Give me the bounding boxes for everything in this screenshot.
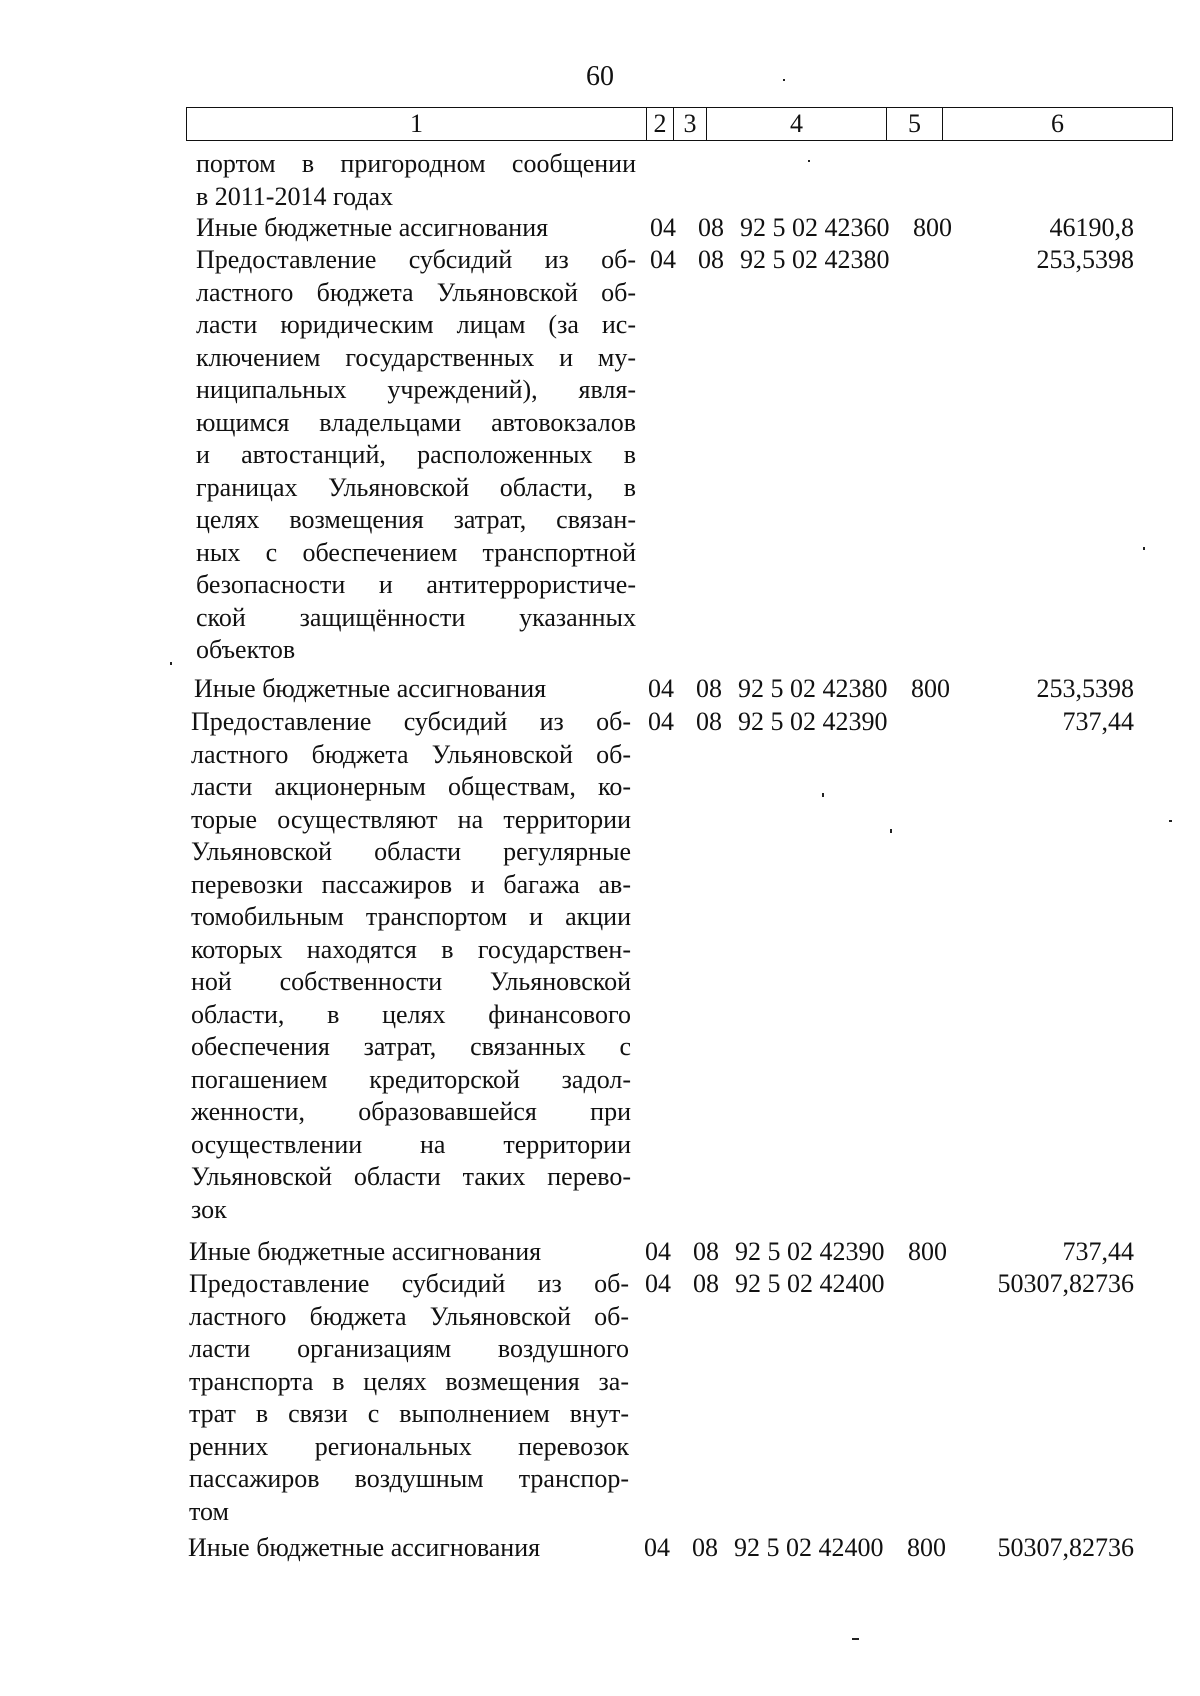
- row-name-line: торые осуществляют на территории: [191, 804, 631, 834]
- row-name-line: обеспечения затрат, связанных с: [191, 1032, 631, 1061]
- row-name-line: том: [189, 1496, 229, 1526]
- subsection-code: 08: [698, 213, 724, 242]
- amount: 50307,82736: [997, 1269, 1134, 1298]
- scan-speck: [852, 1638, 859, 1640]
- column-header-3: 3: [674, 108, 707, 141]
- row-name-line: зок: [191, 1194, 227, 1224]
- scan-speck: [808, 160, 810, 162]
- expense-type-code: 800: [907, 1533, 946, 1562]
- section-code: 04: [644, 1533, 670, 1562]
- target-article-code: 92 5 02 42390: [738, 707, 888, 736]
- subsection-code: 08: [693, 1269, 719, 1298]
- section-code: 04: [645, 1237, 671, 1266]
- row-name-line: осуществлении на территории: [191, 1129, 631, 1159]
- amount: 253,5398: [1036, 674, 1134, 703]
- column-header-1: 1: [187, 108, 647, 141]
- row-name-line: Предоставление субсидий из об-: [191, 707, 631, 736]
- subsection-code: 08: [696, 707, 722, 736]
- row-name-line: погашением кредиторской задол-: [191, 1064, 631, 1094]
- row-name-line: ключением государственных и му-: [196, 342, 636, 372]
- row-name-line: и автостанций, расположенных в: [196, 440, 636, 469]
- amount: 253,5398: [1036, 245, 1134, 274]
- section-code: 04: [648, 707, 674, 736]
- amount: 46190,8: [1049, 213, 1134, 242]
- row-name-line: Иные бюджетные ассигнования: [196, 213, 549, 242]
- scan-speck: [822, 793, 824, 797]
- row-name: [194, 673, 634, 706]
- subsection-code: 08: [696, 674, 722, 703]
- row-name-line: перевозки пассажиров и багажа ав-: [191, 869, 631, 899]
- row-name-line: транспорта в целях возмещения за-: [189, 1366, 629, 1396]
- subsection-code: 08: [698, 245, 724, 274]
- row-name-line: целях возмещения затрат, связан-: [196, 505, 636, 534]
- amount: 50307,82736: [997, 1533, 1134, 1562]
- amount: 737,44: [1062, 707, 1134, 736]
- page-number: 60: [586, 61, 614, 92]
- section-code: 04: [650, 245, 676, 274]
- row-name-line: Иные бюджетные ассигнования: [189, 1237, 542, 1266]
- row-name-line: которых находятся в государствен-: [191, 934, 631, 964]
- expense-type-code: 800: [911, 674, 950, 703]
- amount: 737,44: [1062, 1237, 1134, 1266]
- row-name-line: области, в целях финансового: [191, 999, 631, 1029]
- scan-speck: [1169, 820, 1172, 822]
- row-name: [189, 1236, 629, 1269]
- row-name-line: границах Ульяновской области, в: [196, 472, 636, 502]
- row-name-line: портом в пригородном сообщении: [196, 149, 636, 178]
- row-name-line: ской защищённости указанных: [196, 602, 636, 632]
- row-name-line: в 2011-2014 годах: [196, 181, 394, 211]
- row-name: [196, 212, 636, 245]
- row-name-line: ластного бюджета Ульяновской об-: [196, 277, 636, 307]
- target-article-code: 92 5 02 42380: [740, 245, 890, 274]
- column-header-6: 6: [943, 108, 1173, 141]
- row-name-line: Ульяновской области регулярные: [191, 837, 631, 866]
- row-name-line: пассажиров воздушным транспор-: [189, 1464, 629, 1493]
- column-header-5: 5: [887, 108, 943, 141]
- row-name-line: безопасности и антитеррористиче-: [196, 570, 636, 599]
- target-article-code: 92 5 02 42390: [735, 1237, 885, 1266]
- row-codes: [650, 148, 1140, 181]
- scan-speck: [1143, 547, 1145, 550]
- expense-type-code: 800: [913, 213, 952, 242]
- row-name: [188, 1532, 628, 1565]
- row-name-line: томобильным транспортом и акции: [191, 902, 631, 931]
- row-codes: [645, 1236, 1135, 1269]
- row-name-line: Ульяновской области таких перево-: [191, 1162, 631, 1191]
- target-article-code: 92 5 02 42360: [740, 213, 890, 242]
- row-name-line: ластного бюджета Ульяновской об-: [191, 739, 631, 769]
- row-name-line: ниципальных учреждений), явля-: [196, 375, 636, 404]
- section-code: 04: [648, 674, 674, 703]
- row-name-line: ластного бюджета Ульяновской об-: [189, 1301, 629, 1331]
- row-name-line: ласти организациям воздушного: [189, 1334, 629, 1363]
- row-name-line: ных с обеспечением транспортной: [196, 537, 636, 567]
- column-header-4: 4: [707, 108, 887, 141]
- row-name-line: ной собственности Ульяновской: [191, 967, 631, 996]
- row-name-line: ренних региональных перевозок: [189, 1431, 629, 1461]
- column-header-2: 2: [647, 108, 674, 141]
- scan-speck: [783, 79, 785, 81]
- row-name-line: ющимся владельцами автовокзалов: [196, 407, 636, 437]
- scan-speck: [890, 829, 892, 833]
- target-article-code: 92 5 02 42400: [735, 1269, 885, 1298]
- subsection-code: 08: [693, 1237, 719, 1266]
- row-name-line: Иные бюджетные ассигнования: [194, 674, 547, 703]
- column-header-row: [186, 107, 1173, 141]
- expense-type-code: 800: [908, 1237, 947, 1266]
- row-name: [196, 244, 636, 667]
- row-name-line: Предоставление субсидий из об-: [196, 245, 636, 274]
- row-name-line: женности, образовавшейся при: [191, 1097, 631, 1126]
- section-code: 04: [645, 1269, 671, 1298]
- target-article-code: 92 5 02 42400: [734, 1533, 884, 1562]
- scan-speck: [170, 662, 172, 665]
- target-article-code: 92 5 02 42380: [738, 674, 888, 703]
- section-code: 04: [650, 213, 676, 242]
- row-name-line: объектов: [196, 635, 296, 664]
- row-name-line: Иные бюджетные ассигнования: [188, 1533, 541, 1562]
- row-name: [196, 148, 636, 213]
- row-name-line: ласти юридическим лицам (за ис-: [196, 310, 636, 339]
- row-name: [191, 706, 631, 1226]
- row-name-line: Предоставление субсидий из об-: [189, 1269, 629, 1298]
- subsection-code: 08: [692, 1533, 718, 1562]
- row-name-line: ласти акционерным обществам, ко-: [191, 772, 631, 801]
- row-name: [189, 1268, 629, 1528]
- row-name-line: трат в связи с выполнением внут-: [189, 1399, 629, 1428]
